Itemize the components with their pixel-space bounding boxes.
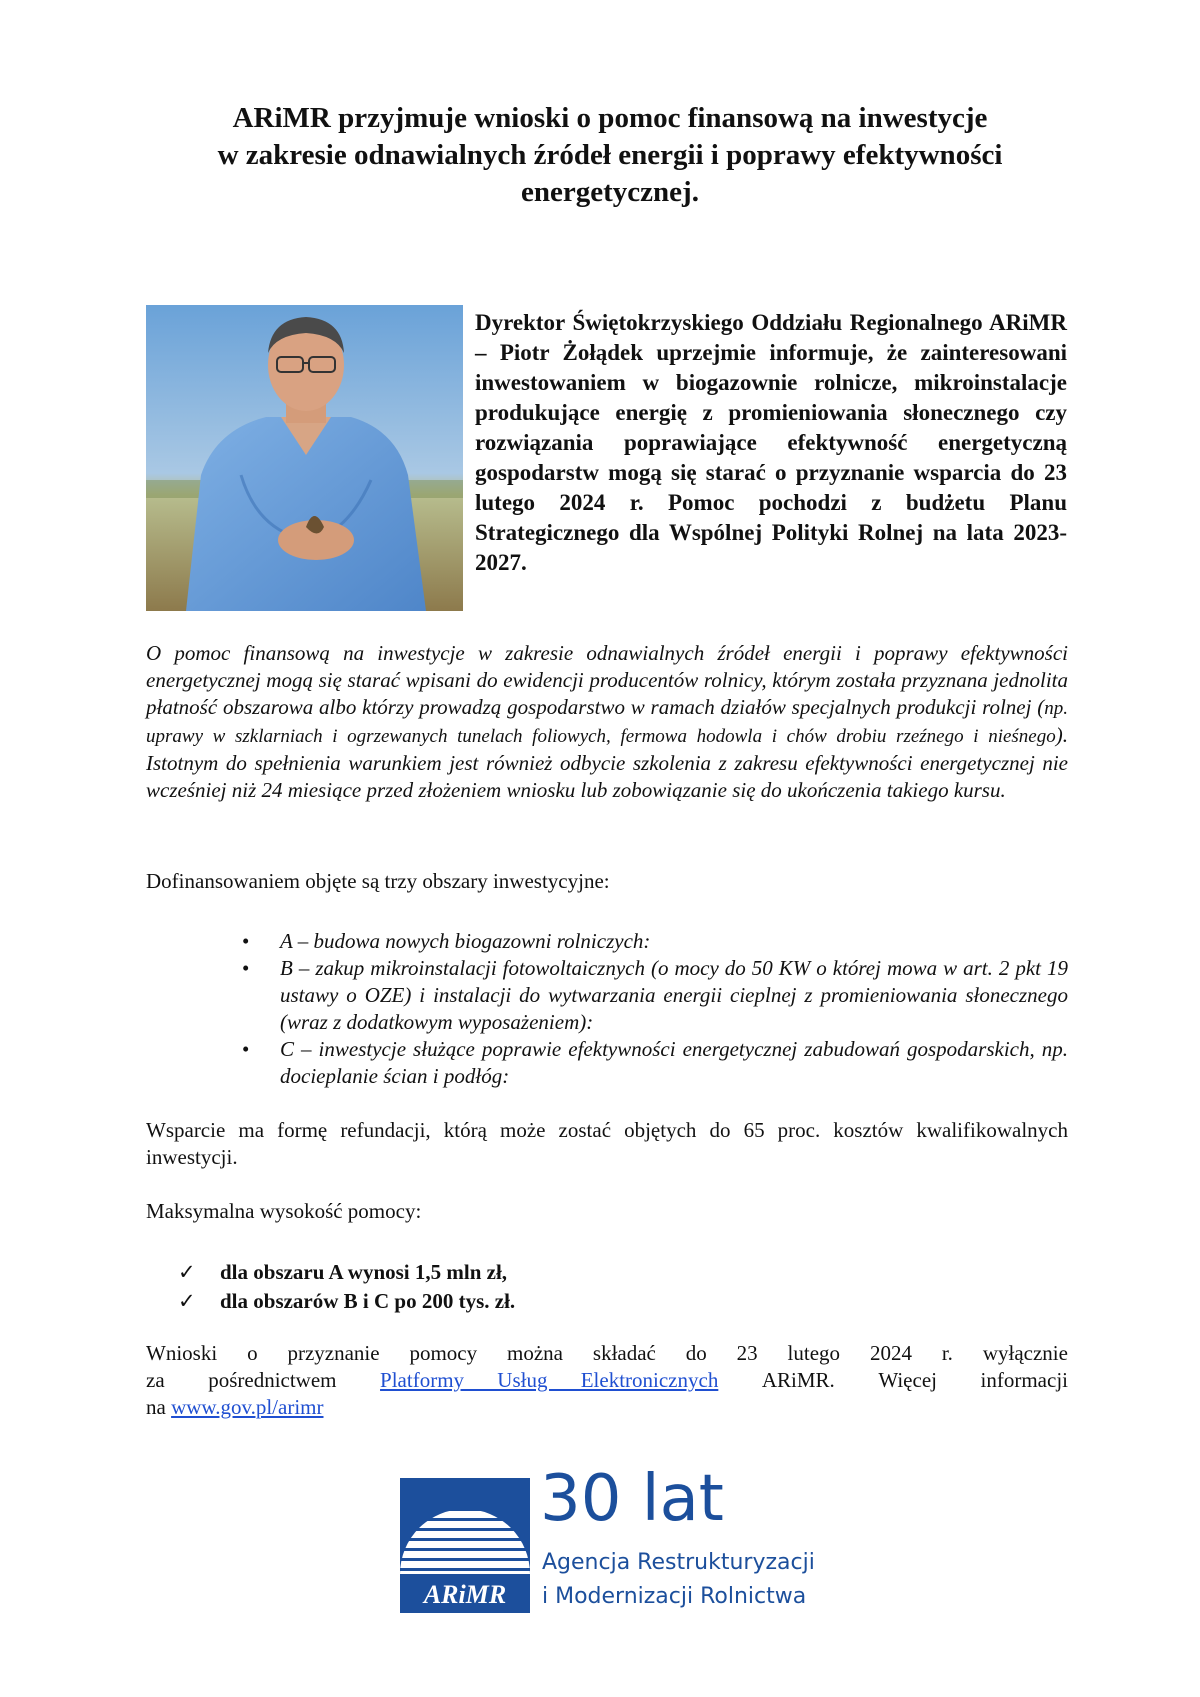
director-photo bbox=[146, 305, 463, 611]
logo-name-line-2: i Modernizacji Rolnictwa bbox=[542, 1584, 807, 1609]
apply-text-1 bbox=[146, 1340, 1068, 1367]
apply-word: r. bbox=[941, 1341, 953, 1365]
list-item bbox=[178, 1287, 515, 1316]
bullet-icon: • bbox=[242, 929, 250, 953]
max-aid-bc: dla obszarów B i C po 200 tys. zł. bbox=[220, 1289, 516, 1313]
apply-word-arimr: ARiMR. bbox=[761, 1368, 835, 1392]
apply-word: o bbox=[247, 1341, 258, 1365]
eligibility-text-2: ). Istotnym do spełnienia warunkiem jest również odbycie szkolenia z zakresu efektywności energetycznej nie wcześniej niż 24 miesiące przed złożeniem wniosku lub zobowiązanie się do ukończenia takiego kursu. bbox=[146, 723, 1068, 802]
area-a: A – budowa nowych biogazowni rolniczych: bbox=[280, 929, 651, 953]
apply-word: wyłącznie bbox=[982, 1341, 1068, 1365]
apply-word: lutego bbox=[787, 1341, 841, 1365]
max-aid-list bbox=[178, 1258, 515, 1316]
apply-line-1 bbox=[146, 1340, 1068, 1367]
apply-word: 2024 bbox=[869, 1341, 912, 1365]
eligibility-paragraph bbox=[146, 640, 1068, 804]
apply-word-na: na bbox=[146, 1395, 166, 1419]
apply-word: składać bbox=[592, 1341, 656, 1365]
max-aid-intro: Maksymalna wysokość pomocy: bbox=[146, 1199, 422, 1223]
checkmark-icon: ✓ bbox=[178, 1289, 196, 1313]
arimr-logo bbox=[400, 1462, 820, 1620]
list-item bbox=[240, 955, 1068, 1036]
arimr-logo-mark bbox=[400, 1478, 530, 1613]
apply-line-3 bbox=[146, 1394, 1068, 1421]
document-title bbox=[140, 100, 1080, 211]
list-item bbox=[240, 1036, 1068, 1090]
areas-list bbox=[240, 928, 1068, 1090]
intro-paragraph: Dyrektor Świętokrzyskiego Oddziału Regionalnego ARiMR – Piotr Żołądek uprzejmie informuje, że zainteresowani inwestowaniem w biogazownie rolnicze, mikroinstalacje produkujące energię z promieniowania słonecznego czy rozwiązania poprawiające efektywność energetyczną gospodarstw mogą się starać o przyznanie wsparcia do 23 lutego 2024 r. Pomoc pochodzi z budżetu Planu Strategicznego dla Wspólnej Polityki Rolnej na lata 2023-2027. bbox=[475, 310, 1067, 575]
list-item bbox=[240, 928, 1068, 955]
title-line-1: ARiMR przyjmuje wnioski o pomoc finansową na inwestycje bbox=[232, 102, 988, 134]
refund-paragraph: Wsparcie ma formę refundacji, którą może zostać objętych do 65 proc. kosztów kwalifikowalnych inwestycji. bbox=[146, 1118, 1068, 1169]
apply-word: pomocy bbox=[409, 1341, 478, 1365]
apply-word: można bbox=[507, 1341, 563, 1365]
apply-word-wiecej: Więcej bbox=[878, 1368, 937, 1392]
areas-intro: Dofinansowaniem objęte są trzy obszary inwestycyjne: bbox=[146, 869, 610, 893]
list-item bbox=[178, 1258, 515, 1287]
title-line-2: w zakresie odnawialnych źródeł energii i poprawy efektywności bbox=[217, 139, 1003, 171]
apply-word-za: za bbox=[146, 1368, 165, 1392]
platform-link[interactable]: Platformy Usług Elektronicznych bbox=[380, 1368, 719, 1392]
bullet-icon: • bbox=[242, 1037, 250, 1061]
logo-agency-name bbox=[542, 1546, 815, 1614]
area-b: B – zakup mikroinstalacji fotowoltaicznych (o mocy do 50 KW o której mowa w art. 2 pkt 19 ustawy o OZE) i instalacji do wytwarzania energii cieplnej z promieniowania słonecznego (wraz z dodatkowym wyposażeniem): bbox=[280, 956, 1068, 1034]
apply-paragraph bbox=[146, 1340, 1068, 1421]
arimr-mark-text: ARiMR bbox=[423, 1580, 507, 1609]
checkmark-icon: ✓ bbox=[178, 1260, 196, 1284]
eligibility-text-1: O pomoc finansową na inwestycje w zakresie odnawialnych źródeł energii i poprawy efektywności energetycznej mogą się starać wpisani do ewidencji producentów rolnicy, którym została przyznana jednolita płatność obszarowa albo którzy prowadzą gospodarstwo w ramach działów specjalnych produkcji rolnej ( bbox=[146, 641, 1068, 719]
apply-word: przyznanie bbox=[287, 1341, 380, 1365]
eligibility-examples: np. uprawy w szklarniach i ogrzewanych tunelach foliowych, fermowa hodowla i chów drobiu rzeźnego i nieśnego bbox=[146, 698, 1068, 747]
apply-word-posrednictwem: pośrednictwem bbox=[208, 1368, 337, 1392]
apply-word: 23 bbox=[736, 1341, 758, 1365]
max-aid-a: dla obszaru A wynosi 1,5 mln zł, bbox=[220, 1260, 508, 1284]
title-line-3: energetycznej. bbox=[521, 176, 699, 208]
apply-word: Wnioski bbox=[146, 1341, 218, 1365]
apply-line-2 bbox=[146, 1367, 1068, 1394]
bullet-icon: • bbox=[242, 956, 250, 980]
apply-word: do bbox=[685, 1341, 707, 1365]
logo-years: 30 lat bbox=[540, 1462, 724, 1536]
gov-link[interactable]: www.gov.pl/arimr bbox=[171, 1395, 324, 1419]
logo-name-line-1: Agencja Restrukturyzacji bbox=[542, 1550, 815, 1575]
apply-word-informacji: informacji bbox=[980, 1368, 1068, 1392]
area-c: C – inwestycje służące poprawie efektywności energetycznej zabudowań gospodarskich, np. docieplanie ścian i podłóg: bbox=[280, 1037, 1068, 1088]
